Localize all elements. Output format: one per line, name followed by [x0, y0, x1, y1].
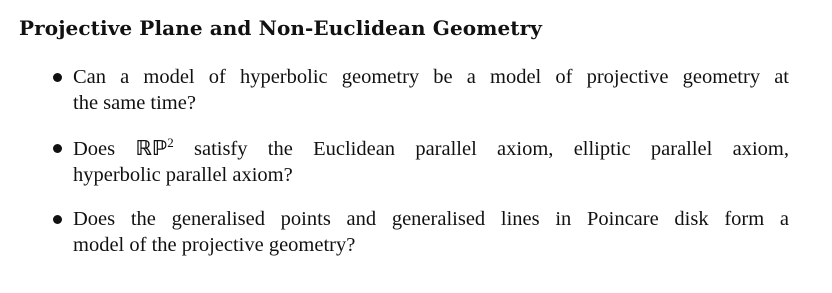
superscript: 2 [167, 135, 174, 150]
section-heading: Projective Plane and Non-Euclidean Geometry [19, 16, 542, 40]
question-text [73, 64, 789, 116]
bullet-icon [53, 144, 62, 153]
question-suffix: satisfy the Euclidean parallel axiom, elliptic parallel axiom, [173, 138, 789, 160]
question-prefix: Does [73, 138, 136, 160]
question-line: the same time? [73, 92, 196, 114]
question-line: hyperbolic parallel axiom? [73, 164, 293, 186]
bullet-icon [53, 215, 62, 224]
question-line [73, 135, 789, 162]
bullet-icon [53, 73, 62, 82]
question-line: Can a model of hyperbolic geometry be a model of projective geometry at [73, 66, 789, 88]
projective-plane-symbol: ℝℙ [135, 136, 168, 160]
question-line: Does the generalised points and generalised lines in Poincare disk form a [73, 208, 789, 230]
question-text [73, 135, 789, 188]
question-text [73, 206, 789, 258]
question-line: model of the projective geometry? [73, 234, 356, 256]
